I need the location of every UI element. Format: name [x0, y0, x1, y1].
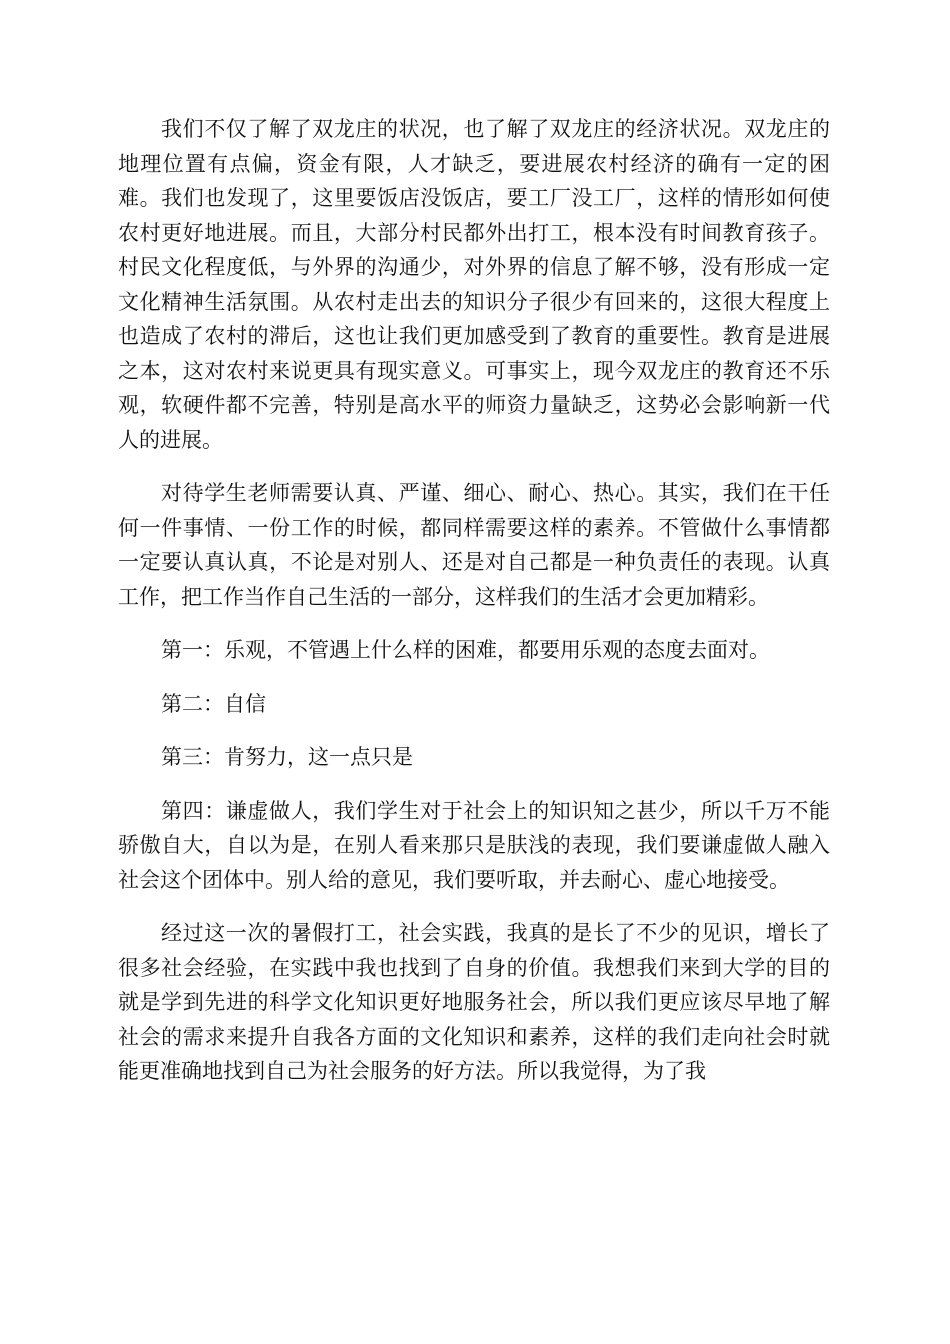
paragraph-summer-practice: 经过这一次的暑假打工，社会实践，我真的是长了不少的见识，增长了很多社会经验，在实践中我也找到了自身的价值。我想我们来到大学的目的就是学到先进的科学文化知识更好地服务社会，所以我们更应该尽早地了解社会的需求来提升自我各方面的文化知识和素养，这样的我们走向社会时就能更准确地找到自己为社会服务的好方法。所以我觉得，为了我: [118, 921, 830, 1083]
list-item-second-confidence: 第二：自信: [161, 691, 266, 716]
paragraph-teacher-attitude: 对待学生老师需要认真、严谨、细心、耐心、热心。其实，我们在干任何一件事情、一份工作的时候，都同样需要这样的素养。不管做什么事情都一定要认真认真，不论是对别人、还是对自己都是一种负责任的表现。认真工作，把工作当作自己生活的一部分，这样我们的生活才会更加精彩。: [118, 481, 830, 609]
document-body: [118, 112, 830, 1108]
paragraph-shuanglongzhuang-situation: 我们不仅了解了双龙庄的状况，也了解了双龙庄的经济状况。双龙庄的地理位置有点偏，资金有限，人才缺乏，要进展农村经济的确有一定的困难。我们也发现了，这里要饭店没饭店，要工厂没工厂，这样的情形如何使农村更好地进展。而且，大部分村民都外出打工，根本没有时间教育孩子。村民文化程度低，与外界的沟通少，对外界的信息了解不够，没有形成一定文化精神生活氛围。从农村走出去的知识分子很少有回来的，这很大程度上也造成了农村的滞后，这也让我们更加感受到了教育的重要性。教育是进展之本，这对农村来说更具有现实意义。可事实上，现今双龙庄的教育还不乐观，软硬件都不完善，特别是高水平的师资力量缺乏，这势必会影响新一代人的进展。: [118, 117, 830, 452]
list-item-fourth-modesty: 第四：谦虚做人，我们学生对于社会上的知识知之甚少，所以千万不能骄傲自大，自以为是，在别人看来那只是肤浅的表现，我们要谦虚做人融入社会这个团体中。别人给的意见，我们要听取，并去耐心、虚心地接受。: [118, 798, 830, 892]
list-item-first-optimism: 第一：乐观，不管遇上什么样的困难，都要用乐观的态度去面对。: [161, 638, 770, 662]
list-item-third-effort: 第三：肯努力，这一点只是: [161, 745, 413, 769]
